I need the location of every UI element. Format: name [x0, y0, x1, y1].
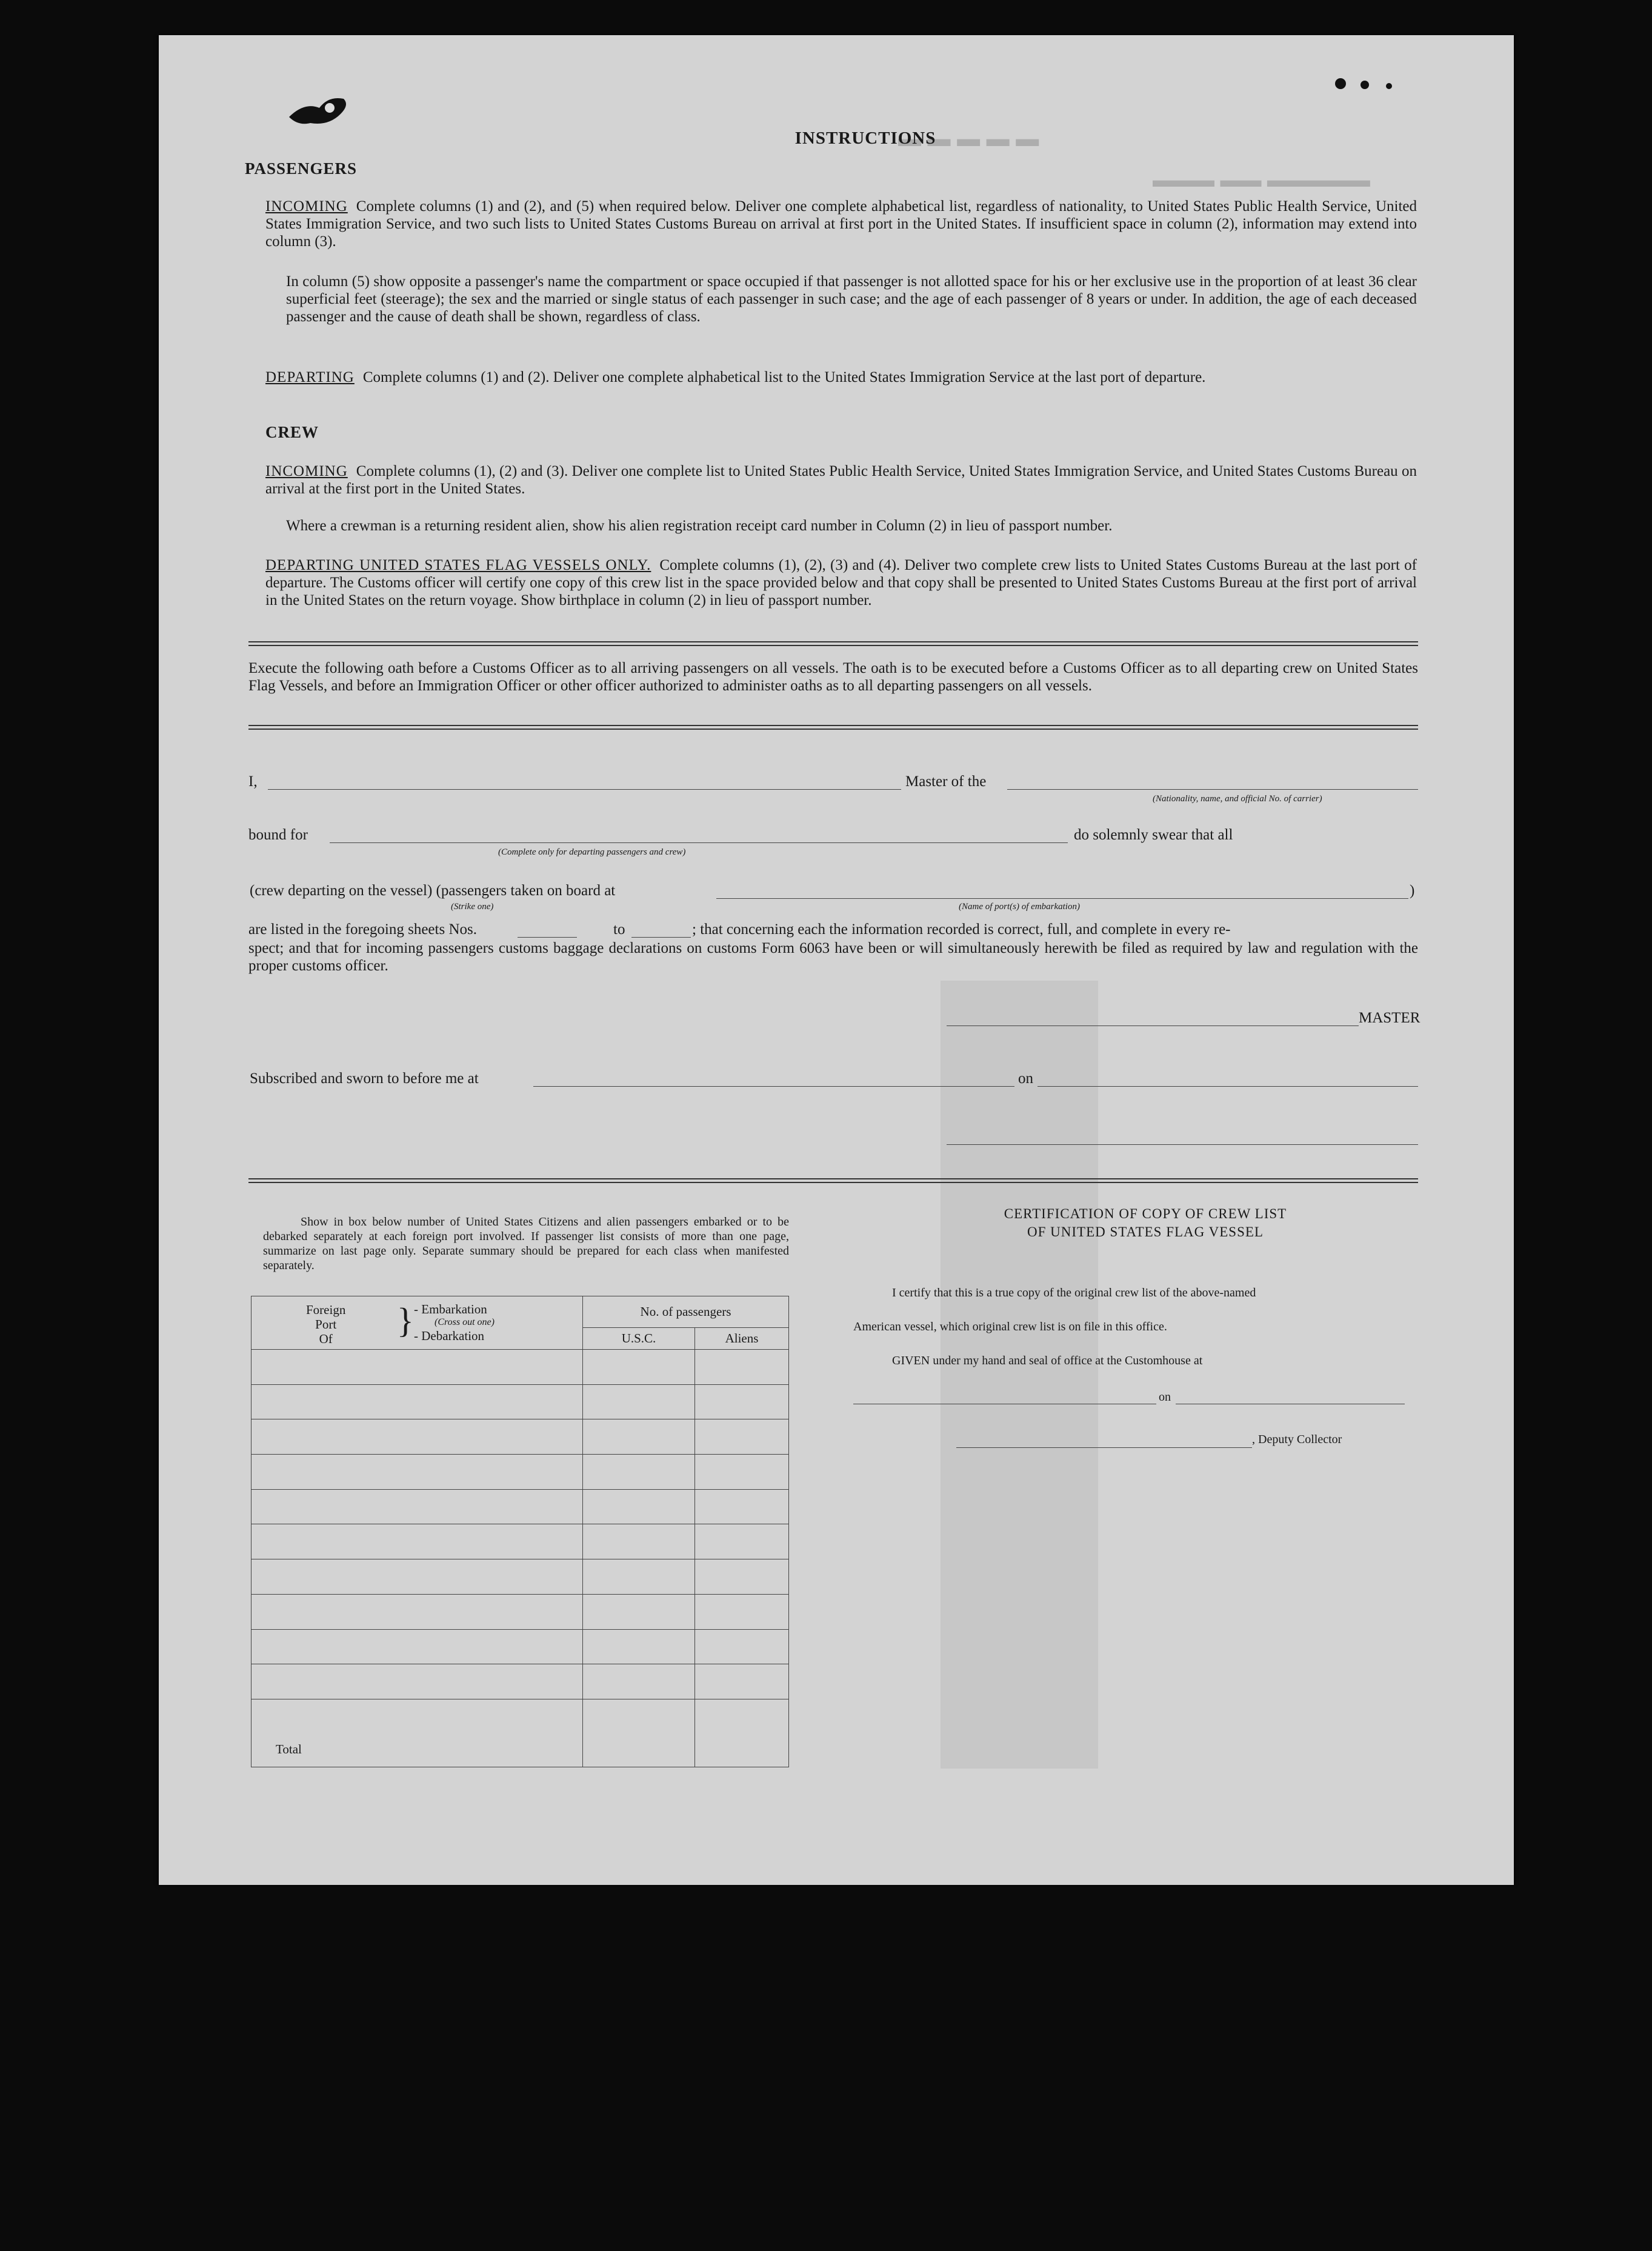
port-header-cell: Foreign Port Of } - Embarkation (Cross out one) - Debarkation	[251, 1296, 583, 1350]
table-row	[251, 1559, 789, 1595]
deputy-collector-label: , Deputy Collector	[1252, 1433, 1342, 1446]
table-row	[251, 1594, 789, 1629]
close-paren: )	[1410, 882, 1415, 899]
sheet-to-field[interactable]	[631, 937, 691, 938]
strike-one-caption: (Strike one)	[451, 902, 494, 912]
bleed-through-text: ▬▬▬ ▬▬ ▬▬▬▬▬	[1153, 168, 1370, 192]
document-page	[159, 35, 1514, 1885]
passengers-departing-instruction: DEPARTING Complete columns (1) and (2). Deliver one complete alphabetical list to the United States Immigration Service at the last port of departure.	[265, 369, 1206, 385]
crew-resident-alien-instruction: Where a crewman is a returning resident alien, show his alien registration receipt card number in Column (2) in lieu of passport number.	[286, 518, 1113, 534]
subscribed-label: Subscribed and sworn to before me at	[250, 1070, 479, 1087]
listed-statement: ; that concerning each the information recorded is correct, full, and complete in every re-	[692, 921, 1231, 938]
sheet-from-field[interactable]	[518, 937, 577, 938]
on-label: on	[1018, 1070, 1033, 1087]
aliens-header: Aliens	[695, 1328, 789, 1350]
table-row	[251, 1384, 789, 1419]
swear-label: do solemnly swear that all	[1074, 827, 1233, 843]
table-row	[251, 1455, 789, 1490]
summary-instructions: Show in box below number of United States Citizens and alien passengers embarked or to be debarked separately at each foreign port involved. If passenger list consists of more than one page, summarize on last page only. Separate summary should be prepared for each class when manifested separately.	[263, 1215, 789, 1272]
bleed-through-text: ▬ ▬ ▬ ▬ ▬	[898, 126, 1039, 152]
bound-for-caption: (Complete only for departing passengers and crew)	[498, 847, 686, 857]
bound-for-label: bound for	[248, 827, 308, 843]
carrier-caption: (Nationality, name, and official No. of carrier)	[1153, 794, 1322, 804]
master-signature-field[interactable]	[947, 1025, 1359, 1026]
section-heading-crew: CREW	[265, 423, 319, 441]
incoming-label: INCOMING	[265, 198, 348, 215]
no-of-passengers-header: No. of passengers	[583, 1296, 789, 1328]
oath-instruction: Execute the following oath before a Customs Officer as to all arriving passengers on all vessels. The oath is to be executed before a Customs Officer as to all departing crew on United States Flag Vessels, and before an Immigration Officer or other officer authorized to administer oaths as to all departing passengers on all vessels.	[248, 660, 1418, 694]
listed-statement-continued: spect; and that for incoming passengers customs baggage declarations on customs Form 6063 have been or will simultaneously herewith be filed as required by law and regulation with the proper customs officer.	[248, 940, 1418, 974]
oath-i-label: I,	[248, 773, 258, 790]
embarkation-ports-field[interactable]	[716, 898, 1408, 899]
departing-label: DEPARTING	[265, 369, 355, 385]
master-of-label: Master of the	[905, 773, 987, 790]
crew-departing-instruction: DEPARTING UNITED STATES FLAG VESSELS ONLY. Complete columns (1), (2), (3) and (4). Deliver two complete crew lists to United States Customs Bureau at the last port of departure. The Customs officer will certify one copy of this crew list in the space provided below and that copy shall be presented to United States Customs Bureau at the first port of arrival in the United States on the return voyage. Show birthplace in column (2) in lieu of passport number.	[265, 557, 1417, 609]
table-row	[251, 1524, 789, 1559]
crew-incoming-instruction: INCOMING Complete columns (1), (2) and (3). Deliver one complete list to United States Public Health Service, United States Immigration Service, and United States Customs Bureau on arrival at the first port in the United States.	[265, 463, 1417, 497]
crew-passengers-label: (crew departing on the vessel) (passengers taken on board at	[250, 882, 616, 899]
table-row	[251, 1419, 789, 1455]
usc-header: U.S.C.	[583, 1328, 695, 1350]
certify-statement-continued: American vessel, which original crew list is on file in this office.	[853, 1320, 1167, 1333]
brace: }	[397, 1301, 414, 1340]
divider	[248, 725, 1418, 730]
passenger-summary-table	[251, 1296, 789, 1767]
total-label: Total	[251, 1699, 583, 1767]
listed-sheets-label: are listed in the foregoing sheets Nos.	[248, 921, 477, 938]
certification-on-label: on	[1159, 1390, 1171, 1404]
certify-statement: I certify that this is a true copy of the original crew list of the above-named	[892, 1286, 1256, 1299]
carrier-field[interactable]	[1007, 789, 1418, 790]
table-row	[251, 1350, 789, 1385]
master-name-field[interactable]	[268, 789, 901, 790]
ink-marks-icon	[1328, 72, 1401, 96]
divider	[248, 641, 1418, 646]
ink-blot-icon	[286, 90, 353, 132]
bleed-through-stamp	[941, 981, 1098, 1769]
certification-title: CERTIFICATION OF COPY OF CREW LIST OF UNITED STATES FLAG VESSEL	[1004, 1206, 1287, 1239]
total-row	[251, 1699, 789, 1767]
divider	[248, 1178, 1418, 1183]
deputy-collector-signature-field[interactable]	[956, 1447, 1252, 1448]
officer-signature-field[interactable]	[947, 1144, 1418, 1145]
master-label: MASTER	[1359, 1010, 1421, 1026]
passengers-column5-instruction: In column (5) show opposite a passenger's name the compartment or space occupied if that passenger is not allotted space for his or her exclusive use in the proportion of at least 36 clear superficial feet (steerage); the sex and the married or single status of each passenger in such case; and the age of each passenger of 8 years or under. In addition, the age of each deceased passenger and the cause of death shall be shown, regardless of class.	[286, 273, 1417, 325]
listed-to-label: to	[613, 921, 625, 938]
incoming-label: INCOMING	[265, 463, 348, 479]
bound-for-field[interactable]	[330, 842, 1068, 843]
sworn-date-field[interactable]	[1037, 1086, 1418, 1087]
ports-caption: (Name of port(s) of embarkation)	[959, 902, 1080, 912]
given-under-hand: GIVEN under my hand and seal of office at the Customhouse at	[892, 1354, 1203, 1367]
table-row	[251, 1664, 789, 1699]
table-row	[251, 1629, 789, 1664]
departing-flag-vessels-label: DEPARTING UNITED STATES FLAG VESSELS ONLY.	[265, 557, 651, 573]
passengers-incoming-instruction: INCOMING Complete columns (1) and (2), and (5) when required below. Deliver one complete alphabetical list, regardless of nationality, to United States Public Health Service, United States Immigration Service, and two such lists to United States Customs Bureau on arrival at first port in the United States. If insufficient space in column (2), information may extend into column (3).	[265, 198, 1417, 250]
table-row	[251, 1489, 789, 1524]
page-title: INSTRUCTIONS	[794, 128, 936, 148]
section-heading-passengers: PASSENGERS	[245, 159, 358, 178]
sworn-place-field[interactable]	[533, 1086, 1014, 1087]
